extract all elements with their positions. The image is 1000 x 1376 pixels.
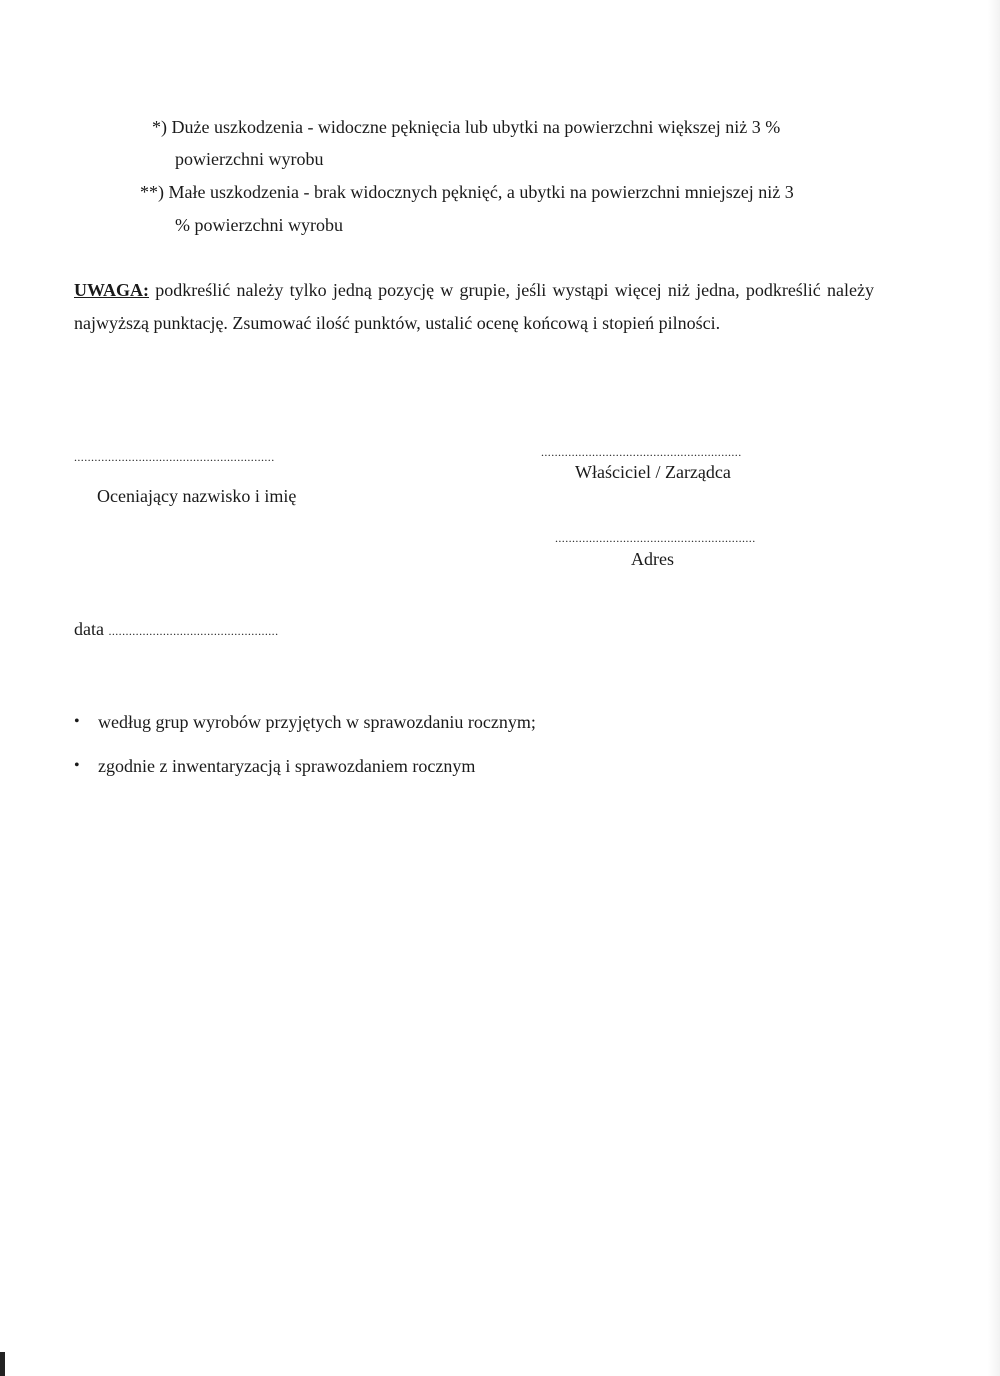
footnote-2-marker: **) (140, 182, 164, 202)
scan-mark (0, 1352, 5, 1376)
owner-label: Właściciel / Zarządca (575, 462, 731, 482)
bullet-icon: • (74, 757, 80, 774)
footnote-1-text: Duże uszkodzenia - widoczne pęknięcia lub ubytki na powierzchni większej niż 3 % (171, 117, 781, 137)
note-label: UWAGA: (74, 280, 149, 300)
assessor-label: Oceniający nazwisko i imię (97, 486, 297, 506)
footnote-1-line-1 (152, 116, 780, 138)
address-line: ........................................................... (555, 531, 756, 545)
note-text: podkreślić należy tylko jedną pozycję w grupie, jeśli wystąpi więcej niż jedna, podkreślić należy najwyższą punktację. Zsumować ilość punktów, ustalić ocenę końcową i stopień pilności. (74, 280, 874, 333)
list-item (74, 706, 536, 750)
assessor-signature-line: ........................................................... (74, 450, 275, 464)
note-paragraph (74, 274, 874, 340)
owner-signature-line: ........................................................... (541, 445, 742, 459)
date-field (74, 618, 278, 640)
footnote-1-line-2: powierzchni wyrobu (175, 149, 324, 169)
footnote-2-text: Małe uszkodzenia - brak widocznych pęknięć, a ubytki na powierzchni mniejszej niż 3 (168, 182, 794, 202)
bullet-list (74, 706, 536, 794)
date-line: .................................................. (108, 624, 279, 638)
footnote-1-marker: *) (152, 117, 167, 137)
bullet-icon: • (74, 713, 80, 730)
list-item (74, 750, 536, 794)
list-item-text: zgodnie z inwentaryzacją i sprawozdaniem rocznym (98, 756, 476, 776)
footnote-2-line-1 (140, 181, 794, 203)
list-item-text: według grup wyrobów przyjętych w sprawozdaniu rocznym; (98, 712, 536, 732)
footnote-2-line-2: % powierzchni wyrobu (175, 215, 343, 235)
scan-edge (988, 0, 1000, 1376)
address-label: Adres (631, 549, 674, 569)
date-label: data (74, 619, 104, 639)
